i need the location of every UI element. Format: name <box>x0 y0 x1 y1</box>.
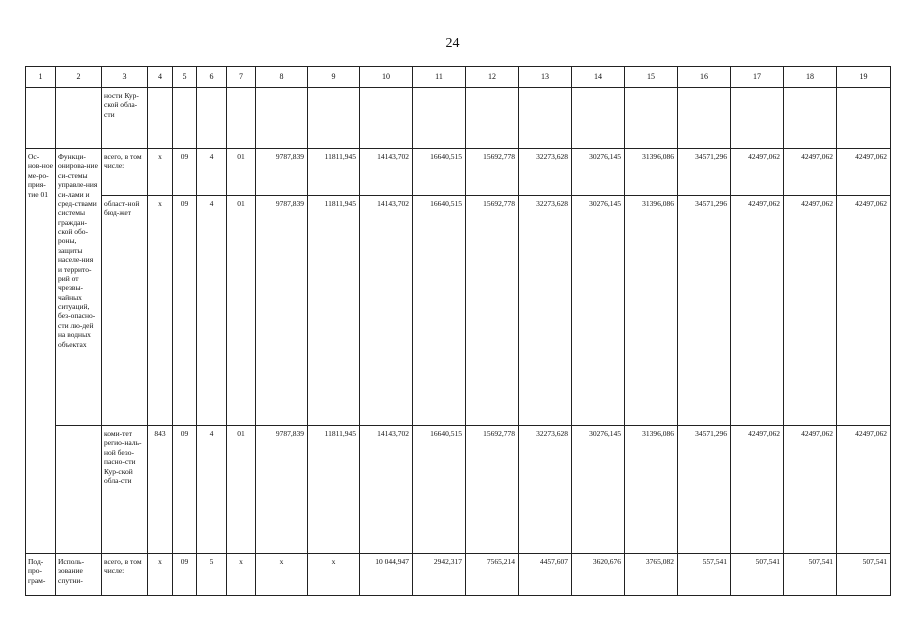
code-cell: 843 <box>148 426 173 554</box>
value-cell: 3620,676 <box>572 554 625 596</box>
value-cell: 34571,296 <box>678 149 731 196</box>
budget-table <box>25 66 891 596</box>
value-cell: 42497,062 <box>784 196 837 426</box>
value-cell: 15692,778 <box>466 149 519 196</box>
header-cell: 7 <box>227 67 256 88</box>
event-status-cell: Ос-нов-ное ме-ро-прия-тие 01 <box>26 149 56 554</box>
value-cell: 32273,628 <box>519 426 572 554</box>
header-cell: 2 <box>56 67 102 88</box>
value-cell: 42497,062 <box>731 196 784 426</box>
header-cell: 8 <box>256 67 308 88</box>
header-cell: 11 <box>413 67 466 88</box>
value-cell: 34571,296 <box>678 196 731 426</box>
value-cell: 10 044,947 <box>360 554 413 596</box>
value-cell: 30276,145 <box>572 149 625 196</box>
value-cell: 42497,062 <box>837 426 891 554</box>
code-cell: 01 <box>227 426 256 554</box>
page-number: 24 <box>445 36 460 51</box>
value-cell: 507,541 <box>731 554 784 596</box>
value-cell: 11811,945 <box>308 426 360 554</box>
value-cell: 9787,839 <box>256 426 308 554</box>
event-name-cell: Функци-онирова-ние си-стемы управле-ния си-лами и сред-ствами системы граждан-ской обо-роны, защиты населе-ния и террито-рий от чрезвы-чайных ситуаций, без-опасно-сти лю-дей на водных объектах <box>56 149 102 426</box>
value-cell: 42497,062 <box>784 149 837 196</box>
value-cell: 32273,628 <box>519 196 572 426</box>
source-cell: всего, в том числе: <box>102 554 148 596</box>
responsible-cell: ности Кур-ской обла-сти <box>102 88 148 149</box>
source-cell: всего, в том числе: <box>102 149 148 196</box>
header-cell: 4 <box>148 67 173 88</box>
code-cell: х <box>148 554 173 596</box>
code-cell: 09 <box>173 554 197 596</box>
value-cell: 42497,062 <box>731 149 784 196</box>
value-cell: 16640,515 <box>413 426 466 554</box>
value-cell: х <box>256 554 308 596</box>
value-cell: 42497,062 <box>837 149 891 196</box>
table-row <box>26 88 891 149</box>
code-cell: 5 <box>197 554 227 596</box>
header-cell: 10 <box>360 67 413 88</box>
value-cell: 11811,945 <box>308 149 360 196</box>
value-cell: 9787,839 <box>256 196 308 426</box>
code-cell: 4 <box>197 426 227 554</box>
code-cell: 09 <box>173 426 197 554</box>
code-cell: 09 <box>173 196 197 426</box>
header-cell: 18 <box>784 67 837 88</box>
table-row <box>26 149 891 196</box>
code-cell: 4 <box>197 196 227 426</box>
value-cell: 42497,062 <box>784 426 837 554</box>
table-row <box>26 554 891 596</box>
value-cell: 31396,086 <box>625 149 678 196</box>
code-cell: х <box>227 554 256 596</box>
value-cell: х <box>308 554 360 596</box>
code-cell: х <box>148 149 173 196</box>
code-cell: х <box>148 196 173 426</box>
header-cell: 6 <box>197 67 227 88</box>
header-cell: 9 <box>308 67 360 88</box>
header-cell: 13 <box>519 67 572 88</box>
header-cell: 19 <box>837 67 891 88</box>
value-cell: 3765,082 <box>625 554 678 596</box>
header-cell: 3 <box>102 67 148 88</box>
value-cell: 7565,214 <box>466 554 519 596</box>
value-cell: 42497,062 <box>731 426 784 554</box>
value-cell: 31396,086 <box>625 196 678 426</box>
header-row <box>26 67 891 88</box>
value-cell: 34571,296 <box>678 426 731 554</box>
header-cell: 1 <box>26 67 56 88</box>
header-cell: 12 <box>466 67 519 88</box>
subprogram-status-cell: Под-про-грам- <box>26 554 56 596</box>
value-cell: 4457,607 <box>519 554 572 596</box>
header-cell: 17 <box>731 67 784 88</box>
value-cell: 14143,702 <box>360 149 413 196</box>
value-cell: 42497,062 <box>837 196 891 426</box>
header-cell: 5 <box>173 67 197 88</box>
code-cell: 09 <box>173 149 197 196</box>
value-cell: 507,541 <box>784 554 837 596</box>
header-cell: 14 <box>572 67 625 88</box>
code-cell: 01 <box>227 196 256 426</box>
value-cell: 16640,515 <box>413 149 466 196</box>
source-cell: област-ной бюд-жет <box>102 196 148 426</box>
header-cell: 16 <box>678 67 731 88</box>
header-cell: 15 <box>625 67 678 88</box>
value-cell: 31396,086 <box>625 426 678 554</box>
value-cell: 32273,628 <box>519 149 572 196</box>
code-cell: 01 <box>227 149 256 196</box>
source-cell: коми-тет регио-наль-ной безо-пасно-сти Кур-ской обла-сти <box>102 426 148 554</box>
value-cell: 11811,945 <box>308 196 360 426</box>
value-cell: 9787,839 <box>256 149 308 196</box>
value-cell: 30276,145 <box>572 426 625 554</box>
value-cell: 557,541 <box>678 554 731 596</box>
code-cell: 4 <box>197 149 227 196</box>
value-cell: 30276,145 <box>572 196 625 426</box>
subprogram-name-cell: Исполь-зование спутни- <box>56 554 102 596</box>
value-cell: 507,541 <box>837 554 891 596</box>
value-cell: 14143,702 <box>360 196 413 426</box>
value-cell: 16640,515 <box>413 196 466 426</box>
value-cell: 15692,778 <box>466 196 519 426</box>
value-cell: 15692,778 <box>466 426 519 554</box>
value-cell: 14143,702 <box>360 426 413 554</box>
table-row <box>26 196 891 426</box>
table-row <box>26 426 891 554</box>
value-cell: 2942,317 <box>413 554 466 596</box>
